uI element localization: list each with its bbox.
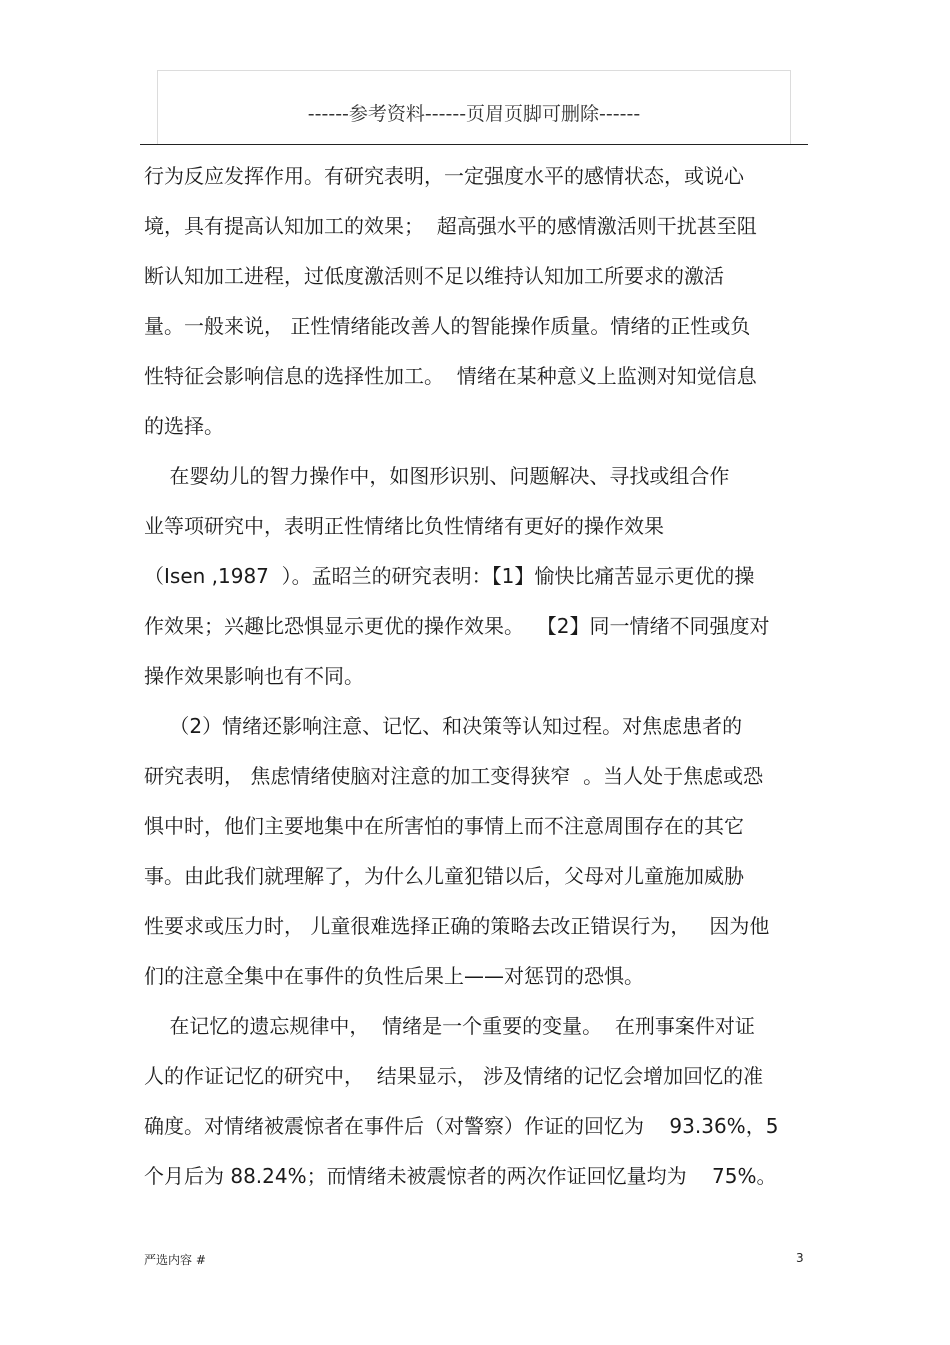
text-line: 研究表明， 焦虑情绪使脑对注意的加工变得狭窄 。当人处于焦虑或恐 [144, 764, 764, 788]
text-line: 量。一般来说， 正性情绪能改善人的智能操作质量。情绪的正性或负 [144, 314, 751, 338]
text-line: 们的注意全集中在事件的负性后果上——对惩罚的恐惧。 [144, 964, 644, 988]
footer-label: 严选内容 # [144, 1253, 206, 1267]
page-number: 3 [796, 1251, 804, 1265]
page-header [157, 70, 791, 144]
text-line: 行为反应发挥作用。有研究表明，一定强度水平的感情状态，或说心 [144, 164, 744, 188]
text-line: 性要求或压力时， 儿童很难选择正确的策略去改正错误行为， 因为他 [144, 914, 770, 938]
header-text: ------参考资料------页眉页脚可删除------ [307, 103, 641, 125]
text-line: 确度。对情绪被震惊者在事件后（对警察）作证的回忆为 93.36%，5 [144, 1114, 779, 1138]
text-line: 性特征会影响信息的选择性加工。 情绪在某种意义上监测对知觉信息 [144, 364, 757, 388]
text-line: 个月后为 88.24%；而情绪未被震惊者的两次作证回忆量均为 75%。 [144, 1164, 777, 1188]
text-line: 操作效果影响也有不同。 [144, 664, 364, 688]
text-line: 作效果；兴趣比恐惧显示更优的操作效果。 【2】同一情绪不同强度对 [144, 614, 770, 638]
text-line: （Isen ,1987 ）。孟昭兰的研究表明：【1】愉快比痛苦显示更优的操 [144, 564, 755, 588]
text-line: 人的作证记忆的研究中， 结果显示， 涉及情绪的记忆会增加回忆的准 [144, 1064, 764, 1088]
text-line: （2）情绪还影响注意、记忆、和决策等认知过程。对焦虑患者的 [144, 714, 743, 738]
text-line: 在婴幼儿的智力操作中，如图形识别、问题解决、寻找或组合作 [144, 464, 730, 488]
text-line: 惧中时，他们主要地集中在所害怕的事情上而不注意周围存在的其它 [144, 814, 744, 838]
text-line: 的选择。 [144, 414, 224, 438]
header-divider [140, 144, 808, 145]
text-line: 断认知加工进程，过低度激活则不足以维持认知加工所要求的激活 [144, 264, 724, 288]
body-text [144, 151, 824, 1201]
text-line: 境，具有提高认知加工的效果； 超高强水平的感情激活则干扰甚至阻 [144, 214, 757, 238]
text-line: 在记忆的遗忘规律中， 情绪是一个重要的变量。 在刑事案件对证 [144, 1014, 755, 1038]
text-line: 事。由此我们就理解了，为什么儿童犯错以后，父母对儿童施加威胁 [144, 864, 744, 888]
text-line: 业等项研究中，表明正性情绪比负性情绪有更好的操作效果 [144, 514, 664, 538]
